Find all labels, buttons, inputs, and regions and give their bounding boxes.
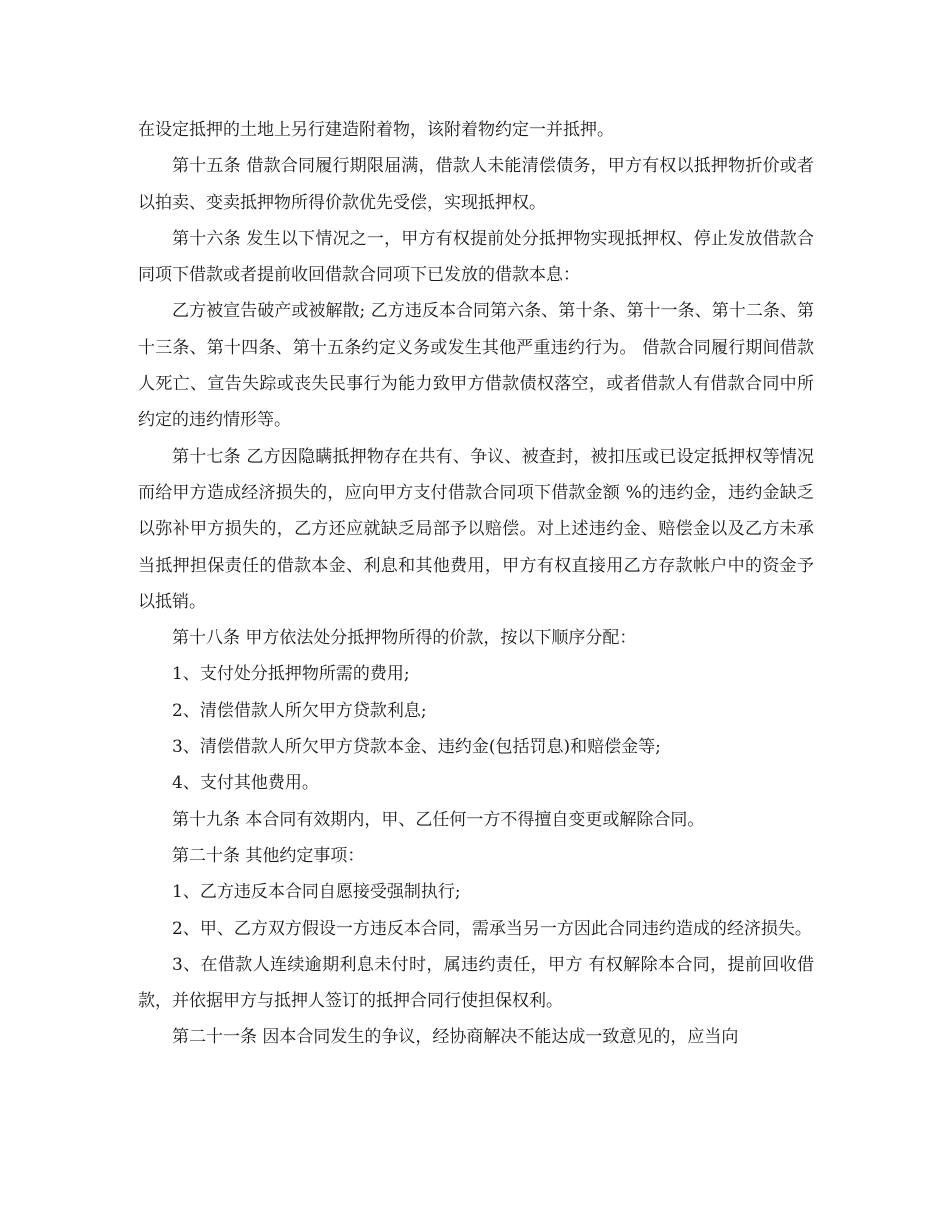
article-19: 第十九条 本合同有效期内，甲、乙任何一方不得擅自变更或解除合同。 — [172, 809, 705, 830]
article-18-item-2: 2、清偿借款人所欠甲方贷款利息; — [172, 700, 427, 721]
article-20-item-2: 2、甲、乙方双方假设一方违反本合同，需承当另一方因此合同违约造成的经济损失。 — [172, 918, 812, 939]
article-18-item-3: 3、清偿借款人所欠甲方贷款本金、违约金(包括罚息)和赔偿金等; — [172, 737, 661, 758]
article-16: 第十六条 发生以下情况之一，甲方有权提前处分抵押物实现抵押权、停止发放借款合同项下借款或者提前收回借款合同项下已发放的借款本息： — [138, 228, 814, 286]
article-20-item-3: 3、在借款人连续逾期利息未付时，属违约责任，甲方 有权解除本合同，提前回收借款，并依据甲方与抵押人签订的抵押合同行使担保权利。 — [138, 954, 814, 1012]
article-18-item-1: 1、支付处分抵押物所需的费用; — [172, 664, 410, 685]
article-21: 第二十一条 因本合同发生的争议，经协商解决不能达成一致意见的，应当向 — [172, 1027, 739, 1048]
document-body — [138, 112, 814, 1056]
article-16-cases: 乙方被宣告破产或被解散; 乙方违反本合同第六条、第十条、第十一条、第十二条、第十三条、第十四条、第十五条约定义务或发生其他严重违约行为。 借款合同履行期间借款人死亡、宣告失踪或丧失民事行为能力致甲方借款债权落空，或者借款人有借款合同中所约定的违约情形等。 — [138, 301, 814, 431]
article-20-item-1: 1、乙方违反本合同自愿接受强制执行; — [172, 882, 461, 903]
article-18: 第十八条 甲方依法处分抵押物所得的价款，按以下顺序分配： — [172, 628, 637, 649]
article-15: 第十五条 借款合同履行期限届满，借款人未能清偿债务，甲方有权以抵押物折价或者以拍卖、变卖抵押物所得价款优先受偿，实现抵押权。 — [138, 156, 814, 213]
article-18-item-4: 4、支付其他费用。 — [172, 773, 319, 794]
article-17: 第十七条 乙方因隐瞒抵押物存在共有、争议、被查封，被扣压或已设定抵押权等情况而给甲方造成经济损失的，应向甲方支付借款合同项下借款金额 %的违约金，违约金缺乏以弥补甲方损失的，乙方还应就缺乏局部予以赔偿。对上述违约金、赔偿金以及乙方未承当抵押担保责任的借款本金、利息和其他费用，甲方有权直接用乙方存款帐户中的资金予以抵销。 — [138, 446, 814, 612]
paragraph-continuation: 在设定抵押的土地上另行建造附着物，该附着物约定一并抵押。 — [138, 120, 614, 140]
article-20: 第二十条 其他约定事项： — [172, 845, 365, 866]
